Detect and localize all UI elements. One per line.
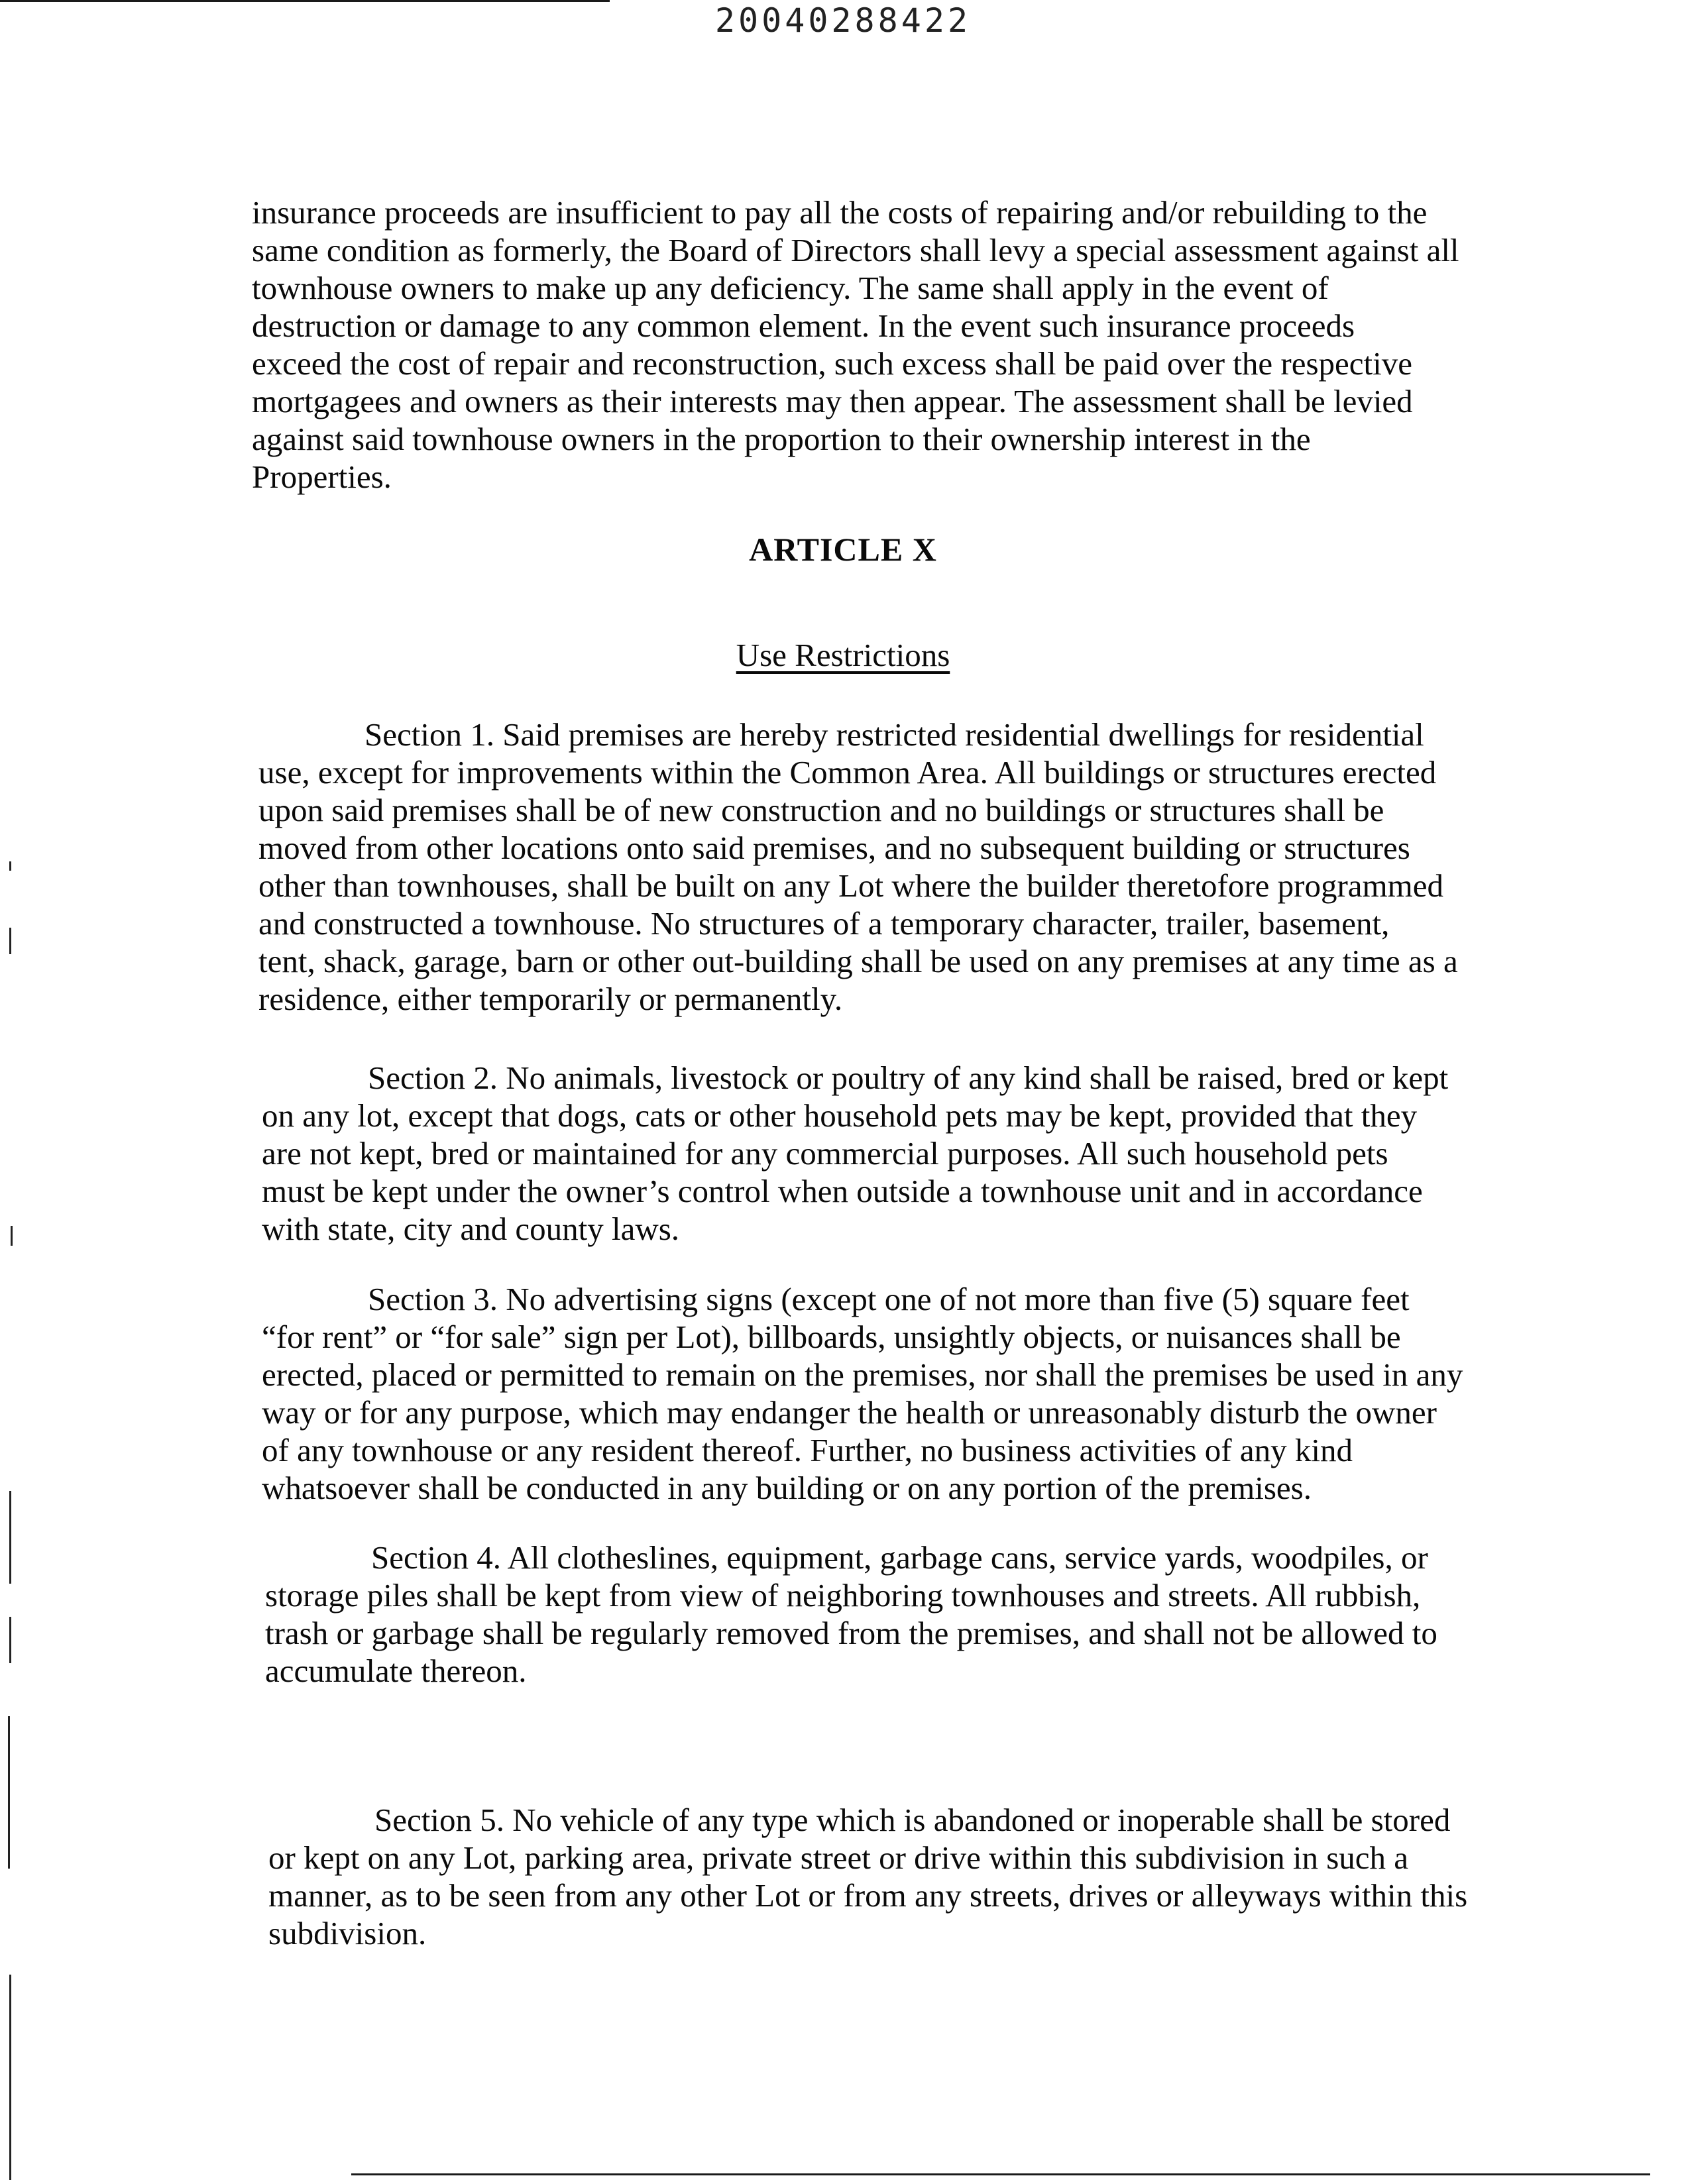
- text-line: Section 5. No vehicle of any type which is abandoned or inoperable shall be stored: [374, 1802, 1451, 1838]
- section-5: [268, 1801, 1467, 1952]
- text-line: destruction or damage to any common element. In the event such insurance proceeds: [252, 307, 1355, 344]
- section-heading: Use Restrictions: [736, 637, 950, 673]
- text-line: Properties.: [252, 459, 392, 495]
- text-line: way or for any purpose, which may endanger the health or unreasonably disturb the owner: [262, 1394, 1437, 1431]
- text-line: tent, shack, garage, barn or other out-building shall be used on any premises at any time as a: [258, 943, 1458, 979]
- text-line: whatsoever shall be conducted in any building or on any portion of the premises.: [262, 1470, 1312, 1506]
- scan-margin-mark: [9, 1491, 11, 1584]
- text-line: with state, city and county laws.: [262, 1211, 680, 1247]
- scan-margin-mark: [8, 1716, 10, 1869]
- intro-paragraph: [252, 193, 1459, 496]
- text-line: subdivision.: [268, 1915, 427, 1951]
- text-line: upon said premises shall be of new construction and no buildings or structures shall be: [258, 792, 1384, 828]
- scan-margin-mark: [11, 1226, 13, 1246]
- scan-margin-mark: [9, 1975, 11, 2180]
- text-line: other than townhouses, shall be built on any Lot where the builder theretofore programmed: [258, 867, 1443, 904]
- text-line: of any townhouse or any resident thereof. Further, no business activities of any kind: [262, 1432, 1353, 1468]
- text-line: Section 2. No animals, livestock or poultry of any kind shall be raised, bred or kept: [368, 1060, 1449, 1096]
- text-line: against said townhouse owners in the proportion to their ownership interest in the: [252, 421, 1311, 457]
- text-line: Section 3. No advertising signs (except one of not more than five (5) square feet: [368, 1281, 1410, 1317]
- scan-margin-mark: [9, 928, 11, 954]
- section-2: [262, 1059, 1448, 1248]
- text-line: use, except for improvements within the Common Area. All buildings or structures erected: [258, 754, 1437, 791]
- text-line: manner, as to be seen from any other Lot or from any streets, drives or alleyways within this: [268, 1877, 1468, 1914]
- text-line: moved from other locations onto said premises, and no subsequent building or structures: [258, 830, 1410, 866]
- section-4: [265, 1539, 1437, 1690]
- text-line: on any lot, except that dogs, cats or other household pets may be kept, provided that they: [262, 1097, 1418, 1134]
- section-3: [262, 1280, 1463, 1507]
- section-1: [258, 716, 1458, 1018]
- scan-margin-mark: [9, 861, 11, 871]
- article-title: ARTICLE X: [749, 531, 937, 568]
- text-line: trash or garbage shall be regularly removed from the premises, and shall not be allowed to: [265, 1615, 1437, 1651]
- text-line: are not kept, bred or maintained for any commercial purposes. All such household pets: [262, 1135, 1388, 1172]
- text-line: insurance proceeds are insufficient to pay all the costs of repairing and/or rebuilding to the: [252, 194, 1428, 231]
- text-line: exceed the cost of repair and reconstruction, such excess shall be paid over the respective: [252, 345, 1413, 382]
- bottom-scan-rule: [351, 2173, 1650, 2175]
- text-line: mortgagees and owners as their interests may then appear. The assessment shall be levied: [252, 383, 1413, 419]
- text-line: Section 4. All clotheslines, equipment, garbage cans, service yards, woodpiles, or: [371, 1539, 1428, 1576]
- text-line: residence, either temporarily or permanently.: [258, 981, 843, 1017]
- text-line: Section 1. Said premises are hereby restricted residential dwellings for residential: [365, 716, 1424, 753]
- scan-margin-mark: [9, 1617, 11, 1663]
- text-line: and constructed a townhouse. No structures of a temporary character, trailer, basement,: [258, 905, 1390, 942]
- text-line: “for rent” or “for sale” sign per Lot), billboards, unsightly objects, or nuisances shall be: [262, 1319, 1401, 1355]
- text-line: accumulate thereon.: [265, 1653, 527, 1689]
- text-line: erected, placed or permitted to remain on the premises, nor shall the premises be used in any: [262, 1356, 1463, 1393]
- text-line: or kept on any Lot, parking area, private street or drive within this subdivision in such a: [268, 1839, 1409, 1876]
- text-line: same condition as formerly, the Board of Directors shall levy a special assessment against all: [252, 232, 1459, 268]
- text-line: storage piles shall be kept from view of neighboring townhouses and streets. All rubbish,: [265, 1577, 1421, 1613]
- text-line: must be kept under the owner’s control when outside a townhouse unit and in accordance: [262, 1173, 1423, 1209]
- text-line: townhouse owners to make up any deficiency. The same shall apply in the event of: [252, 270, 1329, 306]
- document-number: 20040288422: [714, 1, 972, 40]
